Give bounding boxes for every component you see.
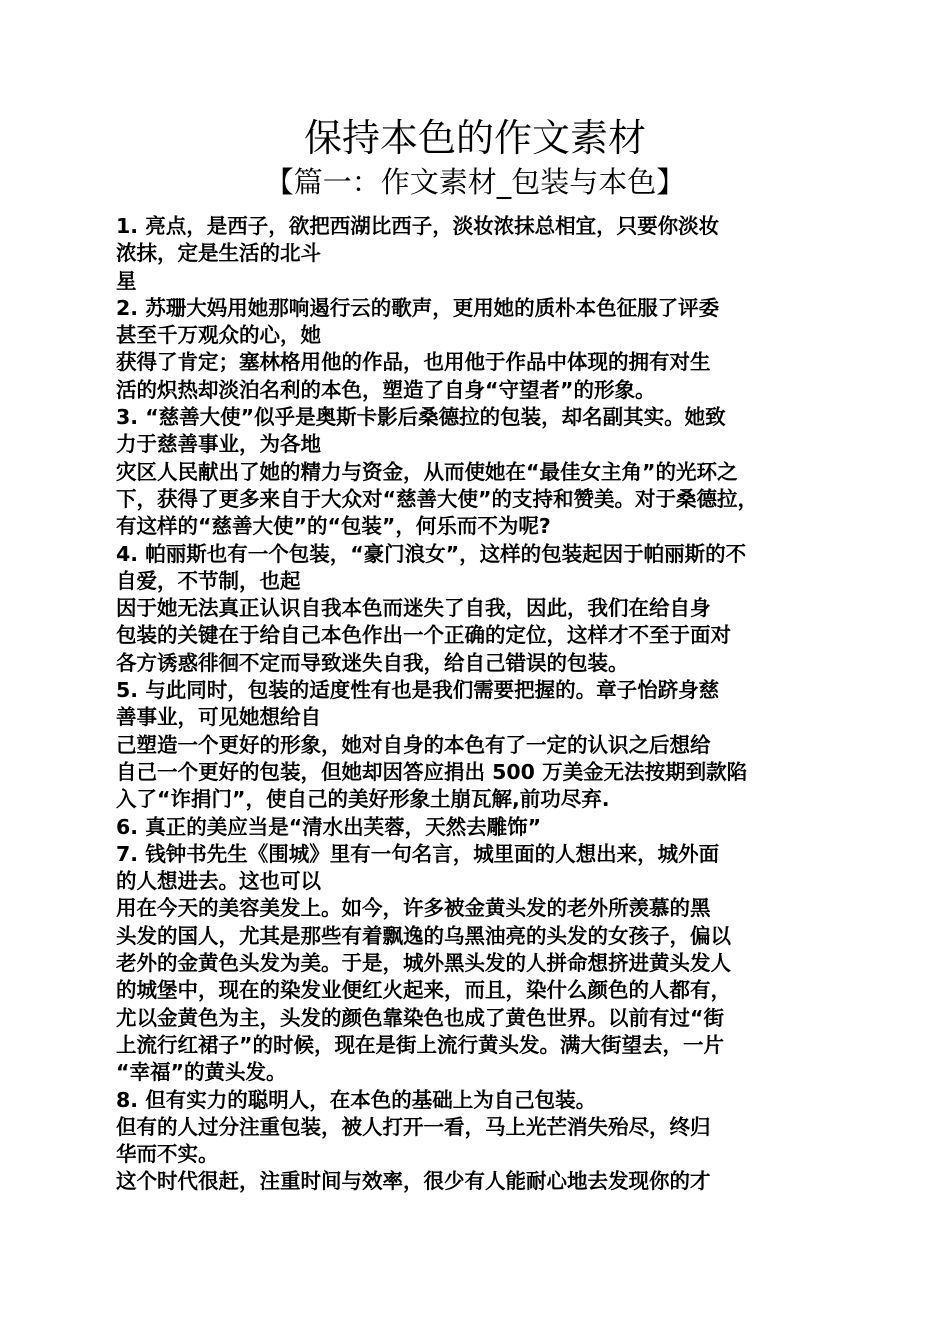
text-line: 的城堡中，现在的染发业便红火起来，而且，染什么颜色的人都有， <box>116 978 731 1003</box>
text-line: 这个时代很赶，注重时间与效率，很少有人能耐心地去发现你的才 <box>116 1169 711 1194</box>
text-line: 3. “慈善大使”似乎是奥斯卡影后桑德拉的包装，却名副其实。她致 <box>116 405 726 430</box>
text-line: 有这样的“慈善大使”的“包装”，何乐而不为呢? <box>116 514 551 539</box>
text-line: 浓抹，定是生活的北斗 <box>116 241 321 266</box>
text-line: 己塑造一个更好的形象，她对自身的本色有了一定的认识之后想给 <box>116 732 711 757</box>
text-line: 华而不实。 <box>116 1142 219 1167</box>
document-body <box>116 213 838 1196</box>
text-line: 获得了肯定；塞林格用他的作品，也用他于作品中体现的拥有对生 <box>116 350 711 375</box>
text-line: 星 <box>116 268 137 293</box>
text-line: 善事业，可见她想给自 <box>116 705 321 730</box>
document-title: 保持本色的作文素材 <box>303 116 646 160</box>
text-line: 4. 帕丽斯也有一个包装，“豪门浪女”，这样的包装起因于帕丽斯的不 <box>116 541 747 566</box>
text-line: 1. 亮点，是西子，欲把西湖比西子，淡妆浓抹总相宜，只要你淡妆 <box>116 214 720 238</box>
text-line: 的人想进去。这也可以 <box>116 869 321 894</box>
text-line: 8. 但有实力的聪明人，在本色的基础上为自己包装。 <box>116 1087 597 1112</box>
text-line: 2. 苏珊大妈用她那响遏行云的歌声，更用她的质朴本色征服了评委 <box>116 295 720 320</box>
text-line: 头发的国人，尤其是那些有着飘逸的乌黑油亮的头发的女孩子，偏以 <box>116 923 731 948</box>
text-line: 因于她无法真正认识自我本色而迷失了自我，因此，我们在给自身 <box>116 596 711 621</box>
text-line: 上流行红裙子”的时候，现在是街上流行黄头发。满大街望去，一片 <box>116 1032 724 1057</box>
text-line: 入了“诈捐门”，使自己的美好形象土崩瓦解,前功尽弃. <box>116 787 610 812</box>
text-line: 7. 钱钟书先生《围城》里有一句名言，城里面的人想出来，城外面 <box>116 841 720 866</box>
text-line: 包装的关键在于给自己本色作出一个正确的定位，这样才不至于面对 <box>116 623 731 648</box>
text-line: 下，获得了更多来自于大众对“慈善大使”的支持和赞美。对于桑德拉， <box>116 486 758 511</box>
text-line: 甚至千万观众的心，她 <box>116 323 321 348</box>
text-line: 力于慈善事业，为各地 <box>116 432 321 457</box>
text-line: 活的炽热却淡泊名利的本色，塑造了自身“守望者”的形象。 <box>116 377 656 402</box>
text-line: 自爱，不节制，也起 <box>116 568 301 593</box>
text-line: 用在今天的美容美发上。如今，许多被金黄头发的老外所羡慕的黑 <box>116 896 711 921</box>
text-line: 但有的人过分注重包装，被人打开一看，马上光芒消失殆尽，终归 <box>116 1114 711 1139</box>
document-subtitle: 【篇一：作文素材_包装与本色】 <box>264 165 686 199</box>
text-line: 自己一个更好的包装，但她却因答应捐出 500 万美金无法按期到款陷 <box>116 759 748 784</box>
text-line: 灾区人民献出了她的精力与资金，从而使她在“最佳女主角”的光环之 <box>116 459 738 484</box>
text-line: “幸福”的黄头发。 <box>116 1060 287 1085</box>
text-line: 5. 与此同时，包装的适度性有也是我们需要把握的。章子怡跻身慈 <box>116 678 720 703</box>
text-line: 老外的金黄色头发为美。于是，城外黑头发的人拼命想挤进黄头发人 <box>116 951 731 976</box>
text-line: 6. 真正的美应当是“清水出芙蓉，天然去雕饰” <box>116 814 542 839</box>
text-line: 尤以金黄色为主，头发的颜色靠染色也成了黄色世界。以前有过“街 <box>116 1005 724 1030</box>
text-line: 各方诱惑徘徊不定而导致迷失自我，给自己错误的包装。 <box>116 650 629 675</box>
